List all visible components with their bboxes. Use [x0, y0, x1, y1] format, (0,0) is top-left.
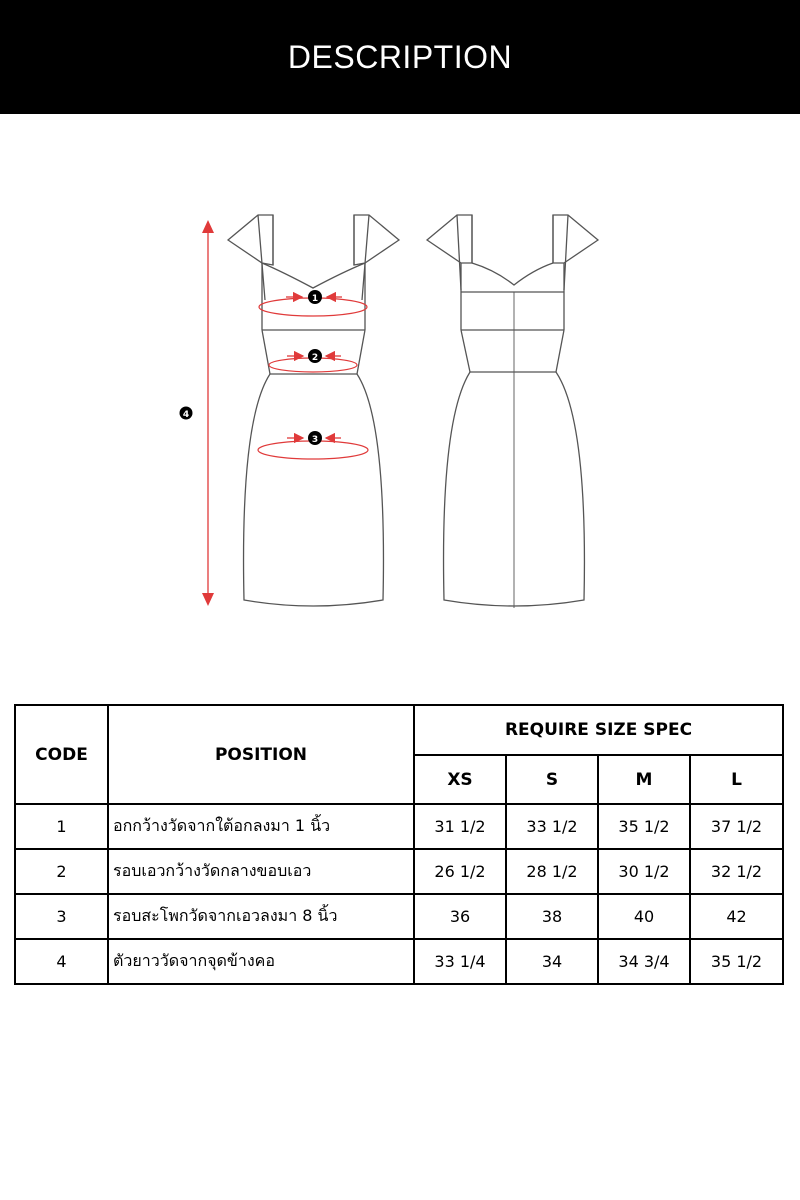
row-value-s: 38: [506, 894, 598, 939]
size-header-l: L: [690, 755, 783, 804]
row-position: อกกว้างวัดจากใต้อกลงมา 1 นิ้ว: [108, 804, 414, 849]
row-value-m: 30 1/2: [598, 849, 690, 894]
dress-diagram: [0, 114, 800, 704]
page-header: [0, 0, 800, 114]
row-position: รอบสะโพกวัดจากเอวลงมา 8 นิ้ว: [108, 894, 414, 939]
marker-3: [308, 431, 322, 445]
size-header-s: S: [506, 755, 598, 804]
svg-text:3: 3: [311, 435, 319, 445]
length-arrow: [202, 220, 214, 606]
row-position: รอบเอวกว้างวัดกลางขอบเอว: [108, 849, 414, 894]
row-value-s: 33 1/2: [506, 804, 598, 849]
row-position: ตัวยาววัดจากจุดข้างคอ: [108, 939, 414, 984]
row-value-xs: 31 1/2: [414, 804, 506, 849]
row-value-s: 34: [506, 939, 598, 984]
row-code: 1: [15, 804, 108, 849]
table-row: [15, 894, 783, 939]
position-header: POSITION: [108, 705, 414, 804]
front-dress-drawing: [228, 215, 399, 606]
row-value-m: 40: [598, 894, 690, 939]
row-value-m: 35 1/2: [598, 804, 690, 849]
page-title: DESCRIPTION: [287, 38, 513, 75]
row-value-l: 42: [690, 894, 783, 939]
marker-1: [308, 290, 322, 304]
row-value-m: 34 3/4: [598, 939, 690, 984]
table-row: [15, 849, 783, 894]
code-header: CODE: [15, 705, 108, 804]
svg-text:4: 4: [182, 410, 190, 420]
row-value-l: 35 1/2: [690, 939, 783, 984]
svg-text:1: 1: [311, 294, 319, 304]
row-value-xs: 33 1/4: [414, 939, 506, 984]
row-code: 3: [15, 894, 108, 939]
marker-2: [308, 349, 322, 363]
size-header-xs: XS: [414, 755, 506, 804]
row-value-l: 32 1/2: [690, 849, 783, 894]
row-value-xs: 36: [414, 894, 506, 939]
row-value-s: 28 1/2: [506, 849, 598, 894]
marker-4: [180, 407, 193, 421]
svg-text:2: 2: [311, 353, 319, 363]
size-spec-table: [14, 704, 784, 985]
row-code: 2: [15, 849, 108, 894]
row-value-l: 37 1/2: [690, 804, 783, 849]
table-row: [15, 939, 783, 984]
spec-header: REQUIRE SIZE SPEC: [414, 705, 783, 755]
back-dress-drawing: [427, 215, 598, 608]
size-header-m: M: [598, 755, 690, 804]
row-value-xs: 26 1/2: [414, 849, 506, 894]
row-code: 4: [15, 939, 108, 984]
table-row: [15, 804, 783, 849]
